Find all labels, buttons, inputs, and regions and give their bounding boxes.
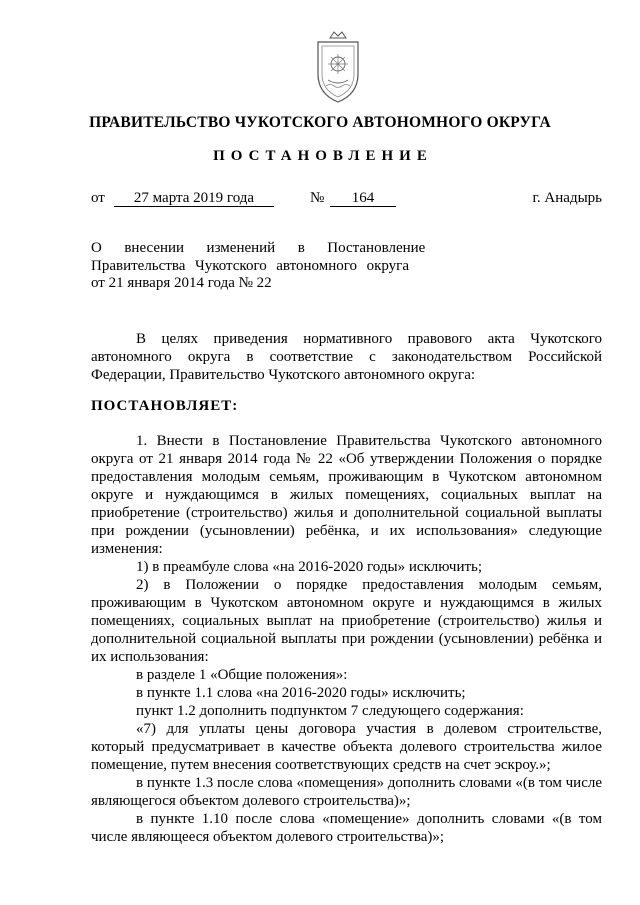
paragraph: 1) в преамбуле слова «на 2016-2020 годы» исключить; <box>136 559 483 575</box>
body-paragraphs <box>91 432 602 846</box>
paragraph: в разделе 1 «Общие положения»: <box>136 667 348 683</box>
subject-line: Правительства Чукотского автономного округа <box>91 257 409 274</box>
date-number-line <box>91 190 602 210</box>
document-type: ПОСТАНОВЛЕНИЕ <box>213 148 433 164</box>
resolve-heading: ПОСТАНОВЛЯЕТ: <box>91 398 239 414</box>
subject-line: от 21 января 2014 года № 22 <box>91 275 272 291</box>
document-number: 164 <box>330 190 396 207</box>
preamble: В целях приведения нормативного правового акта Чукотского автономного округа в соответствие с законодательством Российской Федерации, Правительство Чукотского автономного округа: <box>91 331 602 383</box>
government-name: ПРАВИТЕЛЬСТВО ЧУКОТСКОГО АВТОНОМНОГО ОКРУГА <box>89 114 551 131</box>
subject-line: О внесении изменений в Постановление <box>91 240 426 256</box>
paragraph: 2) в Положении о порядке предоставления молодым семьям, проживающим в Чукотском автономном округе и нуждающимся в жилых помещениях, социальных выплат на приобретение (строительство) жилья и дополнительной социальной выплаты при рождении (усыновлении) ребёнка и их использования: <box>91 577 602 665</box>
paragraph: пункт 1.2 дополнить подпунктом 7 следующего содержания: <box>136 703 524 719</box>
paragraph: в пункте 1.10 после слова «помещение» дополнить словами «(в том числе являющееся объектом долевого строительства)»; <box>91 811 602 845</box>
coat-of-arms-icon <box>306 28 370 108</box>
number-prefix: № <box>310 190 325 206</box>
city: г. Анадырь <box>532 190 602 206</box>
date-prefix: от <box>91 190 105 206</box>
document-date: 27 марта 2019 года <box>114 190 274 207</box>
paragraph: в пункте 1.1 слова «на 2016-2020 годы» исключить; <box>136 685 466 701</box>
paragraph: «7) для уплаты цены договора участия в долевом строительстве, который предусматривает в качестве объекта долевого строительства жилое помещение, путем внесения соответствующих средств на счет эскроу.»; <box>91 721 602 773</box>
paragraph: в пункте 1.3 после слова «помещения» дополнить словами «(в том числе являющегося объектом долевого строительства)»; <box>91 775 602 809</box>
document-subject <box>91 240 426 293</box>
paragraph: 1. Внести в Постановление Правительства Чукотского автономного округа от 21 января 2014 года № 22 «Об утверждении Положения о порядке предоставления молодым семьям, проживающим в Чукотском автономном округе и нуждающимся в жилых помещениях, социальных выплат на приобретение (строительство) жилья и дополнительной социальной выплаты при рождении (усыновлении) ребёнка, и их использования» следующие изменения: <box>91 433 602 557</box>
